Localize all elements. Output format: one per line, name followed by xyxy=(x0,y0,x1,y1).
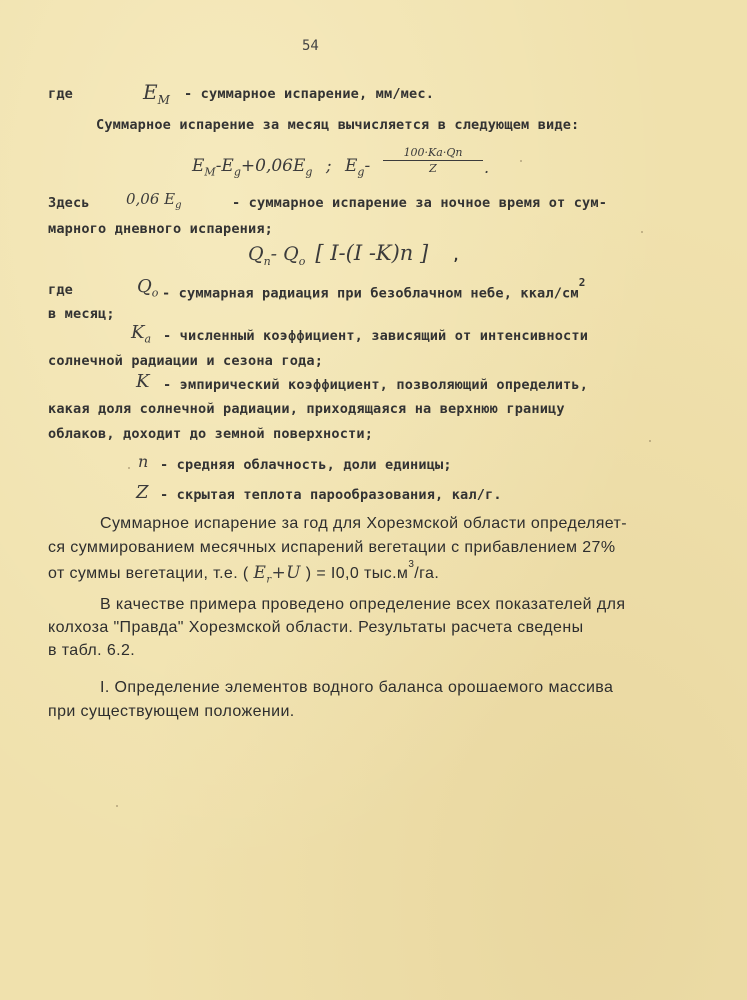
line-18-text: колхоза "Правда" Хорезмской области. Результаты расчета сведены xyxy=(48,619,584,636)
formula-2-qo: - Q xyxy=(270,243,299,265)
line-21-text: при существующем положении. xyxy=(48,703,295,720)
formula-2-bracket: [ I-(I -K)n ] xyxy=(315,241,429,265)
symbol-k: K xyxy=(136,371,150,392)
line-09-text: - эмпирический коэффициент, позволяющий определить, xyxy=(163,377,589,393)
symbol-qo-sub: o xyxy=(151,286,159,300)
line-12-text: - средняя облачность, доли единицы; xyxy=(160,457,452,473)
line-05-prefix: где xyxy=(48,282,74,298)
formula-1-fraction xyxy=(383,146,483,175)
formula-1-left xyxy=(192,156,370,178)
formula-2-qo-sub: o xyxy=(298,254,306,268)
line-19-text: в табл. 6.2. xyxy=(48,642,136,659)
formula-1-separator: ; xyxy=(325,156,332,176)
line-16-sup: 3 xyxy=(408,558,415,570)
formula-2-qn: Q xyxy=(248,243,264,265)
formula-1-plus-sub: g xyxy=(305,165,313,179)
line-01-prefix: где xyxy=(48,86,74,102)
line-03-prefix: Здесь xyxy=(48,195,90,211)
symbol-z: Z xyxy=(136,482,149,503)
symbol-em xyxy=(143,80,170,107)
paper-speck xyxy=(116,805,118,807)
symbol-er-main: E xyxy=(253,563,267,583)
line-03-text: - суммарное испарение за ночное время от сум- xyxy=(232,195,608,211)
formula-1-denominator: Z xyxy=(429,162,437,175)
line-16-text xyxy=(48,558,440,586)
formula-1-end: . xyxy=(484,158,490,177)
formula-1-numerator: 100·Ka·Qn xyxy=(383,146,483,161)
line-06-text: в месяц; xyxy=(48,306,115,322)
line-13-text: - скрытая теплота парообразования, кал/г. xyxy=(160,487,502,503)
paper-speck xyxy=(641,231,643,233)
symbol-ka xyxy=(131,322,151,346)
formula-1-em: E xyxy=(192,156,205,176)
formula-1-rhs-eq: - xyxy=(364,156,371,176)
formula-1-em-sub: M xyxy=(204,165,216,179)
paper-speck xyxy=(649,440,651,442)
symbol-er xyxy=(253,563,301,586)
paper-speck xyxy=(128,467,130,469)
formula-2-end: , xyxy=(452,248,461,264)
formula-1-rhs-sub: g xyxy=(357,165,365,179)
symbol-006eg-main: 0,06 E xyxy=(126,190,176,208)
symbol-ka-sub: a xyxy=(144,332,152,346)
line-04-text: марного дневного испарения; xyxy=(48,221,274,237)
line-15-text: ся суммированием месячных испарений вегетации с прибавлением 27% xyxy=(48,539,616,556)
formula-1-eg: -E xyxy=(215,156,234,176)
line-01-text: - суммарное испарение, мм/мес. xyxy=(184,86,435,102)
symbol-qo xyxy=(137,276,158,300)
line-05-body: - суммарная радиация при безоблачном небе, ккал/см xyxy=(162,285,579,302)
paper-speck xyxy=(520,160,522,162)
line-11-text: облаков, доходит до земной поверхности; xyxy=(48,426,374,442)
line-16-post: ) = I0,0 тыс.м xyxy=(305,565,409,582)
formula-1-rhs: E xyxy=(345,156,358,176)
symbol-n: n xyxy=(138,452,149,471)
page-number: 54 xyxy=(302,38,319,54)
symbol-006eg xyxy=(126,190,182,211)
symbol-er-sub: r xyxy=(266,574,272,586)
symbol-er-plus: +U xyxy=(271,563,301,583)
formula-1-eg-sub: g xyxy=(233,165,241,179)
line-10-text: какая доля солнечной радиации, приходящаяся на верхнюю границу xyxy=(48,401,565,417)
symbol-006eg-sub: g xyxy=(175,200,182,211)
symbol-ka-main: K xyxy=(131,322,145,343)
line-08-text: солнечной радиации и сезона года; xyxy=(48,353,324,369)
symbol-em-main: E xyxy=(143,80,158,104)
line-05-sup: 2 xyxy=(578,276,586,289)
line-14-text: Суммарное испарение за год для Хорезмской области определяет- xyxy=(100,515,627,532)
formula-2-qn-sub: n xyxy=(263,254,271,268)
line-07-text: - численный коэффициент, зависящий от интенсивности xyxy=(163,328,589,344)
line-16-pre: от суммы вегетации, т.е. ( xyxy=(48,565,249,582)
symbol-qo-main: Q xyxy=(137,276,152,297)
line-16-end: /га. xyxy=(414,565,440,582)
formula-1-plus: +0,06E xyxy=(240,156,306,176)
line-02-text: Суммарное испарение за месяц вычисляется в следующем виде: xyxy=(96,117,580,133)
line-20-text: I. Определение элементов водного баланса орошаемого массива xyxy=(100,679,614,696)
line-05-text xyxy=(162,276,586,302)
formula-2 xyxy=(248,241,428,268)
symbol-em-sub: M xyxy=(157,93,170,107)
line-17-text: В качестве примера проведено определение всех показателей для xyxy=(100,596,626,613)
